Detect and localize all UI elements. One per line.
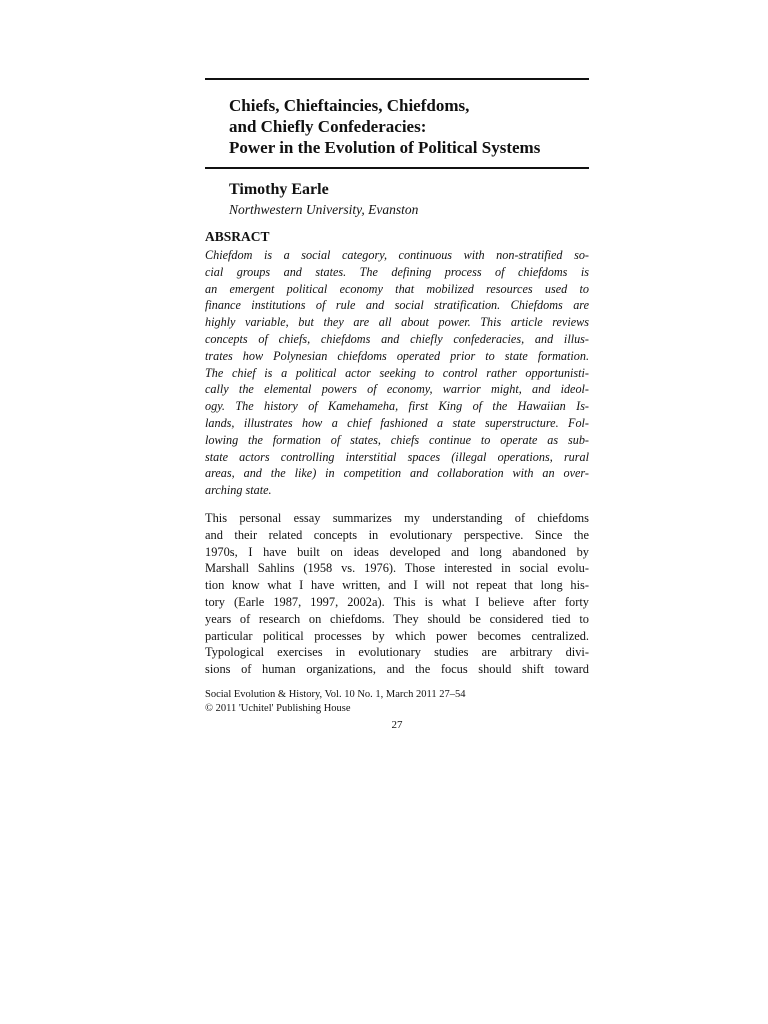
body-line: tion know what I have written, and I will not repeat that long his- (205, 578, 589, 593)
abstract-text (205, 247, 589, 499)
abstract-line: lowing the formation of states, chiefs continue to operate as sub- (205, 432, 589, 447)
abstract-line: cial groups and states. The defining process of chiefdoms is (205, 264, 589, 279)
abstract-line: The chief is a political actor seeking to control rather opportunisti- (205, 365, 589, 380)
body-line: Typological exercises in evolutionary studies are arbitrary divi- (205, 645, 589, 660)
abstract-heading: ABSRACT (205, 229, 270, 244)
journal-citation: Social Evolution & History, Vol. 10 No. 1, March 2011 27–54 (205, 688, 466, 700)
copyright-notice: © 2011 'Uchitel' Publishing House (205, 702, 351, 714)
body-line: particular political processes by which power becomes centralized. (205, 628, 589, 643)
abstract-line: state actors controlling interstitial spaces (illegal operations, rural (205, 449, 589, 464)
abstract-line: highly variable, but they are all about power. This article reviews (205, 315, 589, 330)
top-rule (205, 78, 589, 80)
abstract-line: cally the elemental powers of economy, warrior might, and ideol- (205, 382, 589, 397)
body-line: tory (Earle 1987, 1997, 2002a). This is what I believe after forty (205, 594, 589, 609)
article-first-page (205, 78, 589, 732)
body-line: 1970s, I have built on ideas developed and long abandoned by (205, 544, 589, 559)
abstract-line: lands, illustrates how a chief fashioned a state superstructure. Fol- (205, 415, 589, 430)
body-line: sions of human organizations, and the focus should shift toward (205, 662, 589, 677)
body-line: years of research on chiefdoms. They should be considered tied to (205, 611, 589, 626)
title-line: Chiefs, Chieftaincies, Chiefdoms, (229, 96, 470, 115)
abstract-line: finance institutions of rule and social stratification. Chiefdoms are (205, 298, 589, 313)
title-rule (205, 167, 589, 169)
author-affiliation: Northwestern University, Evanston (229, 202, 419, 217)
body-line: and their related concepts in evolutionary perspective. Since the (205, 527, 589, 542)
abstract-line: Chiefdom is a social category, continuous with non-stratified so- (205, 248, 589, 262)
page-number: 27 (391, 718, 403, 731)
journal-footer (205, 688, 589, 716)
title-line: and Chiefly Confederacies: (229, 117, 427, 136)
abstract-line: trates how Polynesian chiefdoms operated prior to state formation. (205, 348, 589, 363)
abstract-line: concepts of chiefs, chiefdoms and chiefly confederacies, and illus- (205, 331, 589, 346)
body-line: Marshall Sahlins (1958 vs. 1976). Those interested in social evolu- (205, 561, 589, 576)
abstract-line: areas, and the like) in competition and collaboration with an over- (205, 466, 589, 481)
abstract-line: an emergent political economy that mobilized resources used to (205, 281, 589, 296)
body-paragraph (205, 510, 589, 678)
article-title (205, 95, 589, 158)
author-name: Timothy Earle (229, 181, 329, 198)
body-line: This personal essay summarizes my understanding of chiefdoms (205, 510, 589, 525)
abstract-line: ogy. The history of Kamehameha, first King of the Hawaiian Is- (205, 399, 589, 414)
abstract-line: arching state. (205, 483, 272, 498)
title-line: Power in the Evolution of Political Systems (229, 138, 541, 157)
